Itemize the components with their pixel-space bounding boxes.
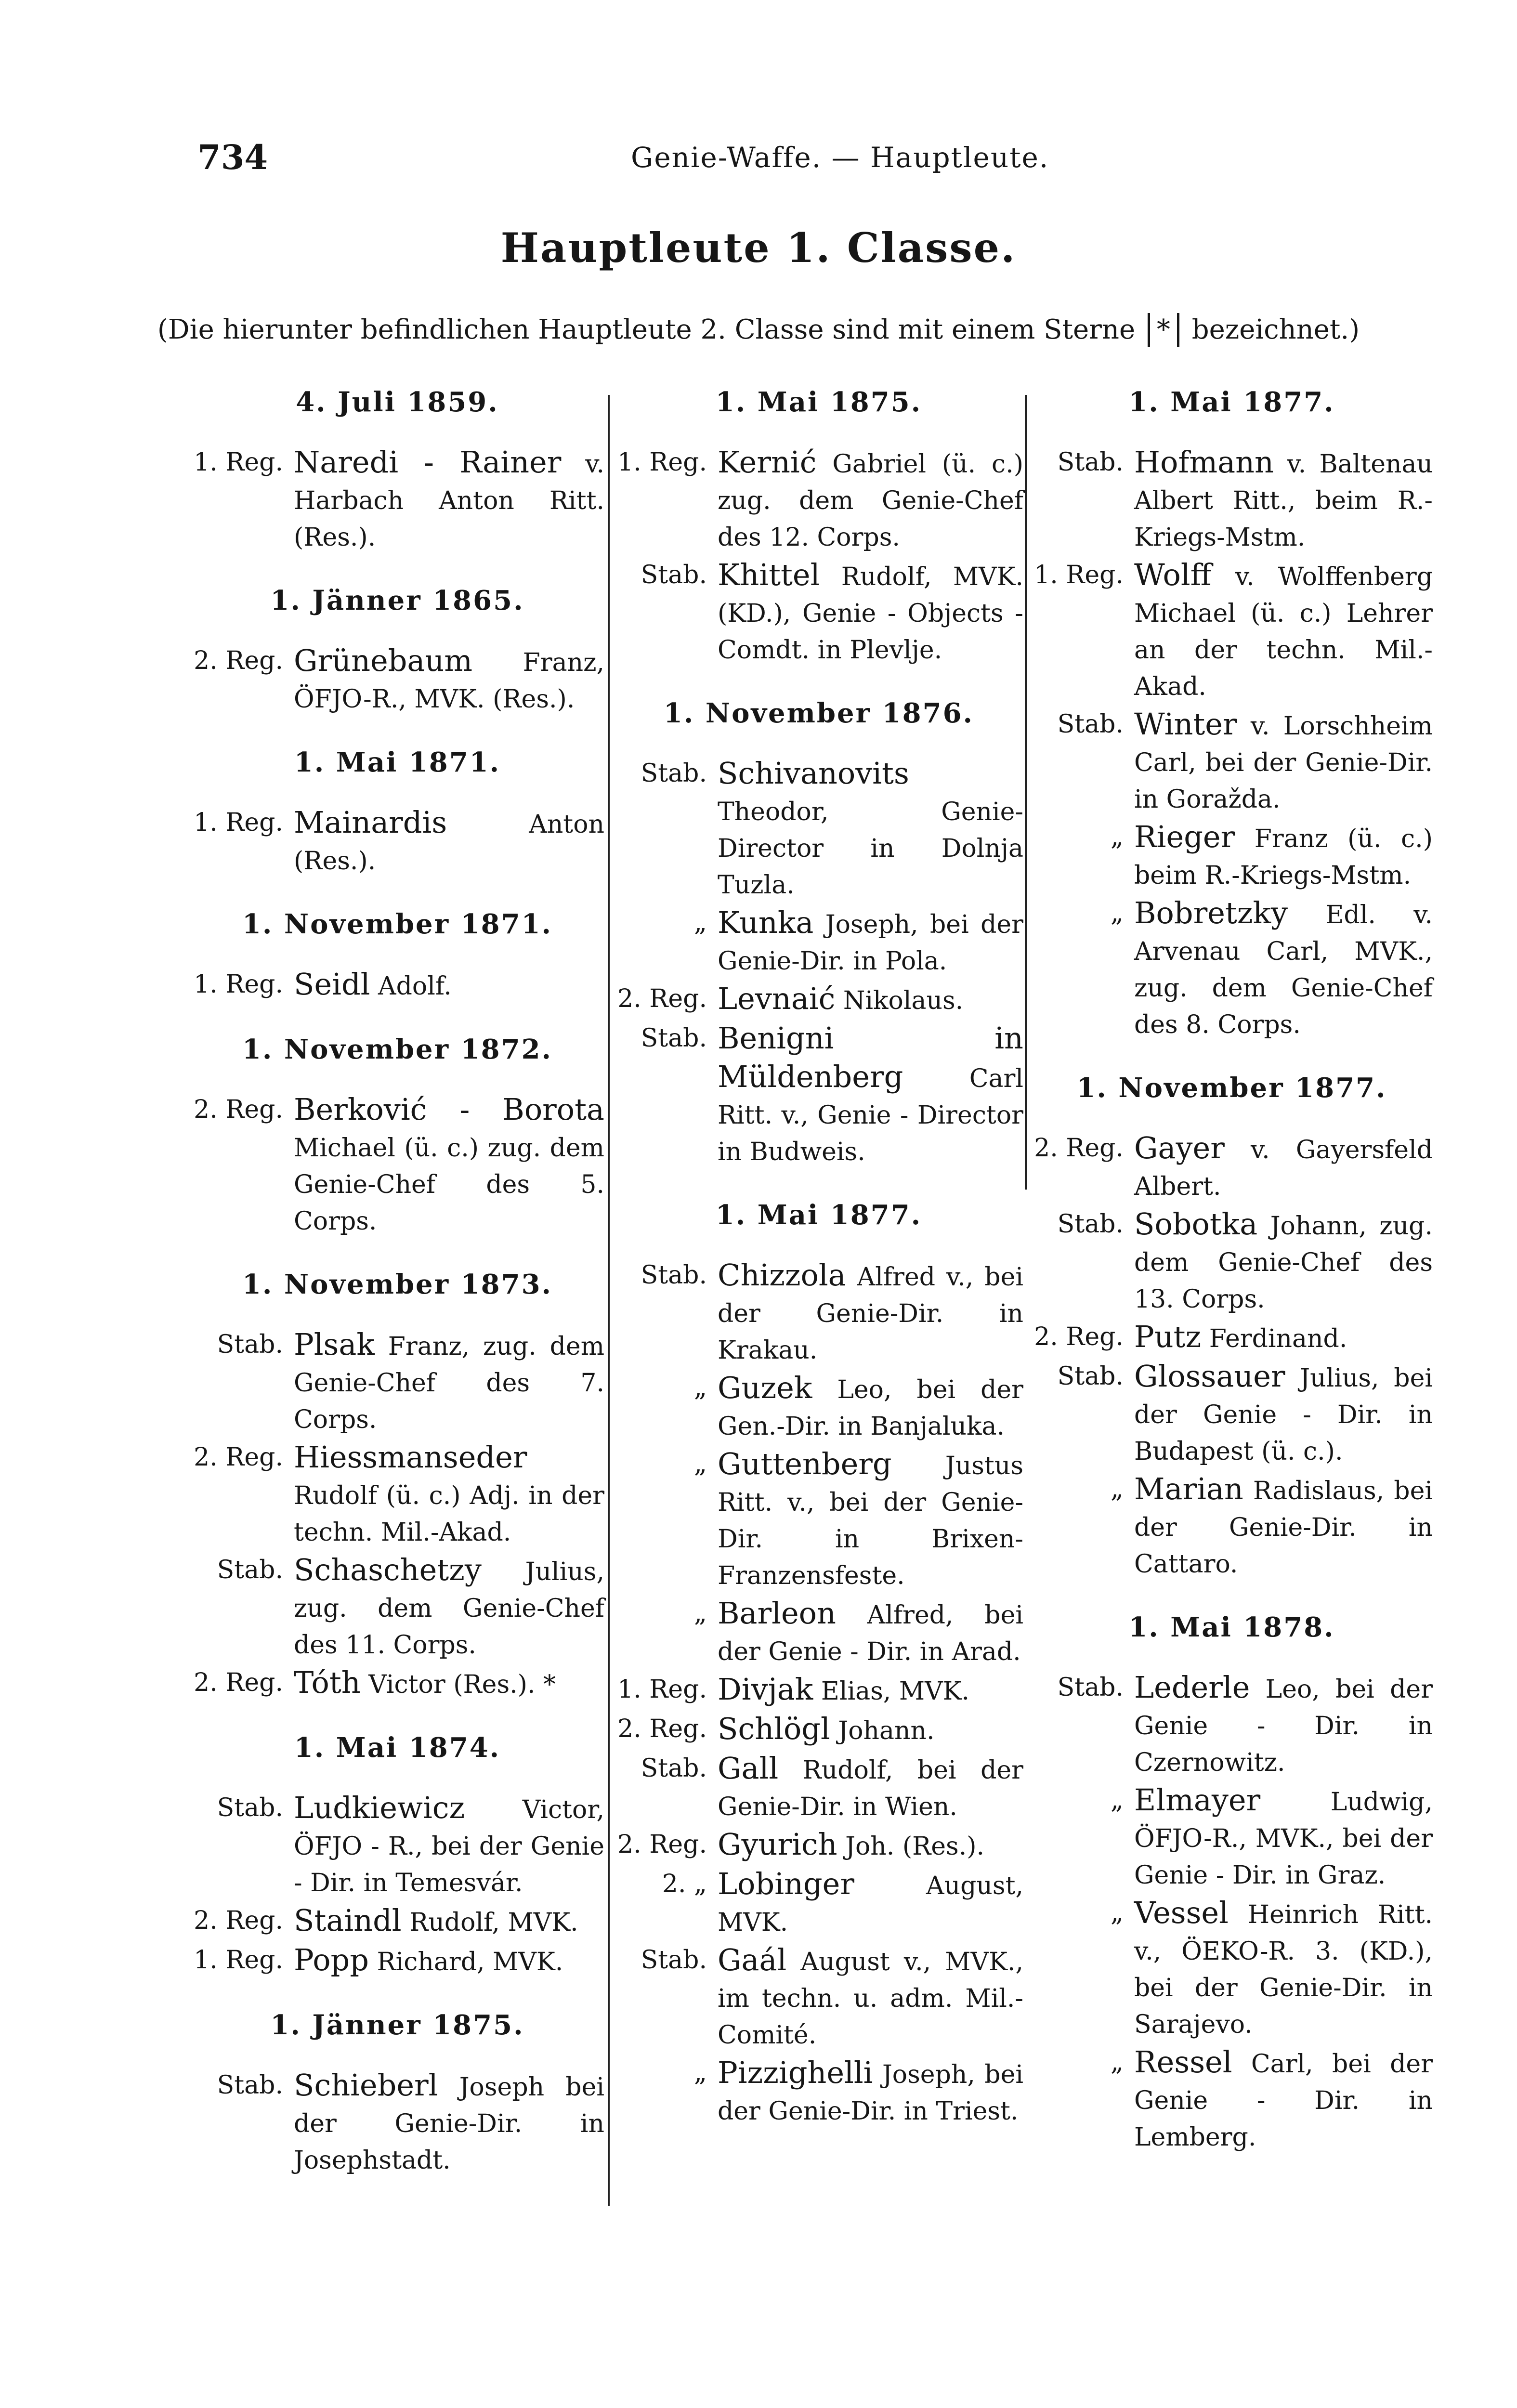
entry-unit: 2. Reg.	[617, 984, 707, 1013]
entry-name: Barleon	[718, 1596, 836, 1631]
entry-body	[718, 1020, 1023, 1170]
entry-name: Hofmann	[1134, 445, 1274, 480]
entry-unit: Stab.	[641, 561, 707, 589]
officer-entry	[614, 1942, 1023, 2054]
entry-unit: 2. Reg.	[194, 1906, 283, 1935]
entry-details: Victor, ÖFJO - R., bei der Genie - Dir. in Temesvár.	[294, 1795, 604, 1898]
entry-unit: „	[1111, 1898, 1124, 1927]
entry-body	[1134, 895, 1433, 1043]
entry-unit: 2. Reg.	[194, 1095, 283, 1124]
officer-entry	[190, 966, 604, 1005]
officer-entry	[190, 804, 604, 879]
entry-details: Anton (Res.).	[294, 810, 604, 876]
entry-name: Elmayer	[1134, 1782, 1261, 1818]
entry-details: Joseph, bei der Genie-Dir. in Pola.	[718, 910, 1023, 976]
entry-unit: Stab.	[1057, 1673, 1124, 1702]
entry-body	[294, 1790, 604, 1901]
entry-details: Ludwig, ÖFJO-R., MVK., bei der Genie - Dir. in Graz.	[1134, 1788, 1433, 1890]
entry-unit: „	[694, 908, 707, 937]
officer-entry	[190, 2067, 604, 2179]
officer-entry	[190, 1790, 604, 1901]
officer-entry	[190, 1326, 604, 1438]
entry-details: Justus Ritt. v., bei der Genie-Dir. in Brixen-Franzensfeste.	[718, 1452, 1023, 1590]
entry-body	[718, 1866, 1023, 1941]
officer-entry	[1031, 557, 1433, 705]
entry-details: Rudolf (ü. c.) Adj. in der techn. Mil.-Akad.	[294, 1481, 604, 1547]
entry-name: Lederle	[1134, 1670, 1250, 1705]
entry-details: Elias, MVK.	[813, 1677, 969, 1706]
entry-body	[1134, 1206, 1433, 1318]
entry-details: v. Lorschheim Carl, bei der Genie-Dir. in Goražda.	[1134, 712, 1433, 814]
entry-unit: 2. Reg.	[617, 1830, 707, 1859]
entry-unit: 2. „	[662, 1870, 707, 1898]
entry-details: Victor (Res.). *	[360, 1670, 556, 1699]
entry-body	[718, 2055, 1023, 2130]
entry-details: Franz, ÖFJO-R., MVK. (Res.).	[294, 648, 604, 714]
subtitle	[0, 313, 1517, 347]
entry-unit: Stab.	[1057, 1362, 1124, 1391]
officer-entry	[1031, 706, 1433, 818]
entry-body	[718, 1942, 1023, 2054]
entry-details: v. Baltenau Albert Ritt., beim R.-Kriegs-Mstm.	[1134, 450, 1433, 552]
entry-body	[718, 1750, 1023, 1825]
officer-entry	[614, 1370, 1023, 1445]
entry-body	[294, 1552, 604, 1663]
entry-unit: „	[1111, 823, 1124, 851]
entry-details: Joh. (Res.).	[837, 1832, 985, 1861]
officer-entry	[190, 1552, 604, 1663]
entry-details: Alfred, bei der Genie - Dir. in Arad.	[718, 1601, 1023, 1666]
entry-name: Sobotka	[1134, 1206, 1258, 1242]
officer-entry	[1031, 1130, 1433, 1205]
entry-details: Julius, bei der Genie - Dir. in Budapest (ü. c.).	[1134, 1364, 1433, 1466]
entry-unit: „	[694, 2058, 707, 2087]
entry-name: Naredi - Rainer	[294, 445, 562, 480]
entry-body	[294, 966, 604, 1005]
entry-unit: Stab.	[1057, 448, 1124, 477]
officer-entry	[1031, 1319, 1433, 1357]
officer-entry	[614, 1446, 1023, 1594]
entry-details: Theodor, Genie-Director in Dolnja Tuzla.	[718, 798, 1023, 900]
entry-name: Glossauer	[1134, 1359, 1285, 1394]
date-heading: 1. Mai 1871.	[294, 746, 501, 778]
entry-name: Bobretzky	[1134, 895, 1288, 930]
entry-name: Winter	[1134, 707, 1237, 742]
entry-unit: „	[694, 1599, 707, 1628]
entry-body	[1134, 1895, 1433, 2043]
date-heading: 1. Jänner 1875.	[270, 2009, 524, 2041]
officer-entry	[614, 444, 1023, 556]
entry-unit: 2. Reg.	[194, 646, 283, 675]
entry-unit: 2. Reg.	[194, 1668, 283, 1697]
entry-body	[718, 1370, 1023, 1445]
entry-body	[718, 981, 1023, 1019]
officer-entry	[1031, 1471, 1433, 1583]
entry-body	[718, 1257, 1023, 1369]
entry-name: Chizzola	[718, 1257, 846, 1293]
entry-body	[294, 2067, 604, 2179]
entry-unit: 2. Reg.	[194, 1443, 283, 1472]
entry-details: Gabriel (ü. c.) zug. dem Genie-Chef des 12. Corps.	[718, 450, 1023, 552]
column-divider-left	[608, 395, 610, 2206]
entry-unit: „	[1111, 899, 1124, 928]
entry-name: Kunka	[718, 905, 814, 940]
entry-name: Benigni in Müldenberg	[718, 1021, 1023, 1094]
officer-entry	[1031, 1895, 1433, 2043]
entry-body	[294, 1664, 604, 1703]
officer-entry	[614, 1671, 1023, 1710]
entry-details: August v., MVK., im techn. u. adm. Mil.-Comité.	[718, 1948, 1023, 2050]
entry-name: Mainardis	[294, 805, 447, 840]
date-heading: 1. Jänner 1865.	[270, 585, 524, 616]
entry-unit: 1. Reg.	[194, 970, 283, 999]
entry-unit: „	[1111, 2048, 1124, 2077]
date-heading: 1. November 1877.	[1076, 1072, 1387, 1104]
entry-details: Alfred v., bei der Genie-Dir. in Krakau.	[718, 1263, 1023, 1365]
entry-name: Schaschetzy	[294, 1552, 482, 1587]
entry-body	[718, 1595, 1023, 1670]
officer-entry	[1031, 1206, 1433, 1318]
entry-body	[718, 755, 1023, 903]
date-heading: 1. Mai 1875.	[715, 386, 922, 418]
subtitle-text-after: bezeichnet.)	[1191, 314, 1360, 345]
entry-details: Rudolf, MVK.	[401, 1908, 578, 1937]
officer-entry	[614, 557, 1023, 668]
entry-name: Guzek	[718, 1370, 812, 1405]
officer-entry	[190, 1902, 604, 1941]
officer-entry	[1031, 895, 1433, 1043]
officer-entry	[614, 981, 1023, 1019]
entry-unit: Stab.	[217, 1556, 283, 1584]
entry-unit: Stab.	[217, 1330, 283, 1359]
entry-name: Marian	[1134, 1471, 1243, 1506]
officer-entry	[614, 1866, 1023, 1941]
officer-entry	[614, 1750, 1023, 1825]
date-heading: 1. Mai 1878.	[1128, 1611, 1335, 1643]
subtitle-text-before: (Die hierunter befindlichen Hauptleute 2. Classe sind mit einem Sterne	[157, 314, 1136, 345]
entry-name: Vessel	[1134, 1895, 1229, 1930]
entry-body	[718, 904, 1023, 980]
entry-details: Radislaus, bei der Genie-Dir. in Cattaro.	[1134, 1477, 1433, 1579]
entry-details: v. Wolffenberg Michael (ü. c.) Lehrer an der techn. Mil.-Akad.	[1134, 563, 1433, 701]
entry-body	[294, 642, 604, 718]
officer-entry	[190, 642, 604, 718]
entry-name: Gaál	[718, 1942, 787, 1977]
entry-details: Rudolf, bei der Genie-Dir. in Wien.	[718, 1756, 1023, 1821]
column-divider-right	[1025, 395, 1027, 1190]
entry-name: Gyurich	[718, 1827, 837, 1862]
entry-unit: 1. Reg.	[194, 448, 283, 477]
entry-body	[294, 1942, 604, 1980]
entry-name: Wolff	[1134, 557, 1212, 592]
entry-unit: 1. Reg.	[194, 808, 283, 837]
entry-name: Hiessmanseder	[294, 1440, 527, 1475]
entry-details: Michael (ü. c.) zug. dem Genie-Chef des 5. Corps.	[294, 1134, 604, 1236]
entry-name: Lobinger	[718, 1866, 854, 1901]
entry-body	[718, 1826, 1023, 1865]
entry-name: Khittel	[718, 557, 820, 592]
officer-entry	[190, 1439, 604, 1551]
entry-unit: Stab.	[641, 759, 707, 788]
entry-unit: 1. Reg.	[617, 448, 707, 477]
entry-name: Berković - Borota	[294, 1092, 604, 1127]
entry-body	[1134, 1358, 1433, 1470]
entry-unit: „	[1111, 1475, 1124, 1504]
entry-name: Levnaić	[718, 981, 836, 1016]
entry-unit: 2. Reg.	[1034, 1134, 1124, 1163]
date-heading: 1. November 1872.	[242, 1034, 553, 1065]
entry-details: Leo, bei der Genie - Dir. in Czernowitz.	[1134, 1675, 1433, 1777]
entry-details: Joseph, bei der Genie-Dir. in Triest.	[718, 2060, 1023, 2126]
entry-name: Schivanovits	[718, 756, 909, 791]
entry-body	[1134, 1782, 1433, 1894]
entry-details: Rudolf, MVK. (KD.), Genie - Objects - Comdt. in Plevlje.	[718, 563, 1023, 665]
entry-details: Nikolaus.	[835, 986, 964, 1015]
entry-name: Ludkiewicz	[294, 1790, 465, 1825]
entry-name: Putz	[1134, 1319, 1202, 1354]
entry-body	[1134, 819, 1433, 894]
entry-unit: 1. Reg.	[1034, 561, 1124, 589]
entry-name: Schieberl	[294, 2068, 438, 2103]
star-marker: *	[1148, 313, 1179, 347]
entry-body	[1134, 2044, 1433, 2156]
officer-entry	[614, 1826, 1023, 1865]
entry-body	[1134, 444, 1433, 556]
entry-name: Schlögl	[718, 1711, 830, 1746]
entry-unit: Stab.	[217, 2071, 283, 2100]
entry-details: Heinrich Ritt. v., ÖEKO-R. 3. (KD.), bei der Genie-Dir. in Sarajevo.	[1134, 1900, 1433, 2039]
officer-entry	[1031, 819, 1433, 894]
entry-details: August, MVK.	[718, 1871, 1023, 1937]
entry-details: Carl, bei der Genie - Dir. in Lemberg.	[1134, 2050, 1433, 2152]
entry-unit: Stab.	[641, 1946, 707, 1975]
entry-body	[718, 444, 1023, 556]
entry-name: Grünebaum	[294, 643, 473, 678]
date-heading: 1. November 1873.	[242, 1269, 553, 1300]
entry-details: Johann, zug. dem Genie-Chef des 13. Corps.	[1134, 1212, 1433, 1314]
entry-body	[294, 1091, 604, 1240]
entry-body	[718, 557, 1023, 668]
entry-name: Rieger	[1134, 819, 1235, 854]
entry-details: Franz (ü. c.) beim R.-Kriegs-Mstm.	[1134, 824, 1433, 890]
date-heading: 1. November 1876.	[663, 697, 974, 729]
entry-unit: 1. Reg.	[194, 1946, 283, 1975]
entry-unit: „	[1111, 1786, 1124, 1815]
entry-details: Julius, zug. dem Genie-Chef des 11. Corps.	[294, 1557, 604, 1660]
column-2	[614, 385, 1023, 2131]
officer-entry	[614, 1711, 1023, 1749]
section-title: Hauptleute 1. Classe.	[500, 224, 1017, 272]
officer-entry	[190, 1942, 604, 1980]
officer-entry	[1031, 1669, 1433, 1781]
officer-entry	[614, 2055, 1023, 2130]
entry-unit: Stab.	[1057, 1210, 1124, 1239]
officer-entry	[1031, 1358, 1433, 1470]
officer-entry	[614, 1595, 1023, 1670]
entry-details: Adolf.	[370, 972, 452, 1001]
column-3	[1031, 385, 1433, 2157]
entry-name: Divjak	[718, 1672, 813, 1707]
entry-details: Carl Ritt. v., Genie - Director in Budweis.	[718, 1064, 1023, 1166]
entry-details: Franz, zug. dem Genie-Chef des 7. Corps.	[294, 1332, 604, 1434]
officer-entry	[190, 1091, 604, 1240]
entry-body	[1134, 706, 1433, 818]
page-number: 734	[197, 137, 268, 177]
date-heading: 1. November 1871.	[242, 908, 553, 940]
entry-name: Guttenberg	[718, 1446, 892, 1481]
entry-body	[718, 1711, 1023, 1749]
entry-name: Pizzighelli	[718, 2055, 873, 2090]
entry-details: v. Harbach Anton Ritt. (Res.).	[294, 450, 604, 552]
entry-body	[294, 804, 604, 879]
entry-name: Kernić	[718, 445, 817, 480]
entry-unit: „	[694, 1450, 707, 1479]
entry-body	[718, 1671, 1023, 1710]
officer-entry	[1031, 2044, 1433, 2156]
entry-name: Gayer	[1134, 1130, 1225, 1165]
entry-details: Leo, bei der Gen.-Dir. in Banjaluka.	[718, 1375, 1023, 1441]
entry-body	[1134, 557, 1433, 705]
officer-entry	[1031, 444, 1433, 556]
entry-details: Edl. v. Arvenau Carl, MVK., zug. dem Genie-Chef des 8. Corps.	[1134, 901, 1433, 1039]
date-heading: 1. Mai 1877.	[1128, 386, 1335, 418]
officer-entry	[190, 1664, 604, 1703]
date-heading: 1. Mai 1874.	[294, 1732, 501, 1764]
entry-details: Joseph bei der Genie-Dir. in Josephstadt.	[294, 2073, 604, 2175]
entry-unit: 2. Reg.	[617, 1714, 707, 1743]
officer-entry	[614, 755, 1023, 903]
entry-body	[294, 444, 604, 556]
entry-unit: Stab.	[641, 1024, 707, 1053]
entry-body	[294, 1326, 604, 1438]
entry-unit: Stab.	[1057, 710, 1124, 739]
entry-details: Johann.	[830, 1716, 935, 1745]
officer-entry	[190, 444, 604, 556]
entry-body	[718, 1446, 1023, 1594]
entry-name: Popp	[294, 1942, 369, 1977]
entry-unit: Stab.	[641, 1261, 707, 1290]
entry-unit: 1. Reg.	[617, 1675, 707, 1704]
entry-unit: Stab.	[641, 1754, 707, 1783]
entry-details: v. Gayersfeld Albert.	[1134, 1136, 1433, 1201]
entry-body	[294, 1439, 604, 1551]
officer-entry	[614, 904, 1023, 980]
entry-body	[1134, 1669, 1433, 1781]
entry-details: Ferdinand.	[1201, 1324, 1347, 1353]
date-heading: 1. Mai 1877.	[715, 1199, 922, 1231]
officer-entry	[614, 1257, 1023, 1369]
entry-name: Ressel	[1134, 2044, 1232, 2080]
entry-body	[1134, 1130, 1433, 1205]
entry-body	[1134, 1319, 1433, 1357]
officer-entry	[1031, 1782, 1433, 1894]
entry-name: Plsak	[294, 1327, 375, 1362]
column-1	[190, 385, 604, 2180]
entry-unit: „	[694, 1374, 707, 1402]
page-header	[197, 137, 1440, 185]
entry-name: Seidl	[294, 967, 370, 1002]
entry-name: Staindl	[294, 1903, 402, 1938]
entry-name: Tóth	[294, 1665, 361, 1700]
entry-name: Gall	[718, 1751, 779, 1786]
date-heading: 4. Juli 1859.	[296, 386, 499, 418]
officer-entry	[614, 1020, 1023, 1170]
running-head: Genie-Waffe. — Hauptleute.	[631, 141, 1049, 174]
entry-body	[1134, 1471, 1433, 1583]
entry-unit: 2. Reg.	[1034, 1322, 1124, 1351]
entry-body	[294, 1902, 604, 1941]
entry-details: Richard, MVK.	[368, 1948, 563, 1976]
entry-unit: Stab.	[217, 1793, 283, 1822]
